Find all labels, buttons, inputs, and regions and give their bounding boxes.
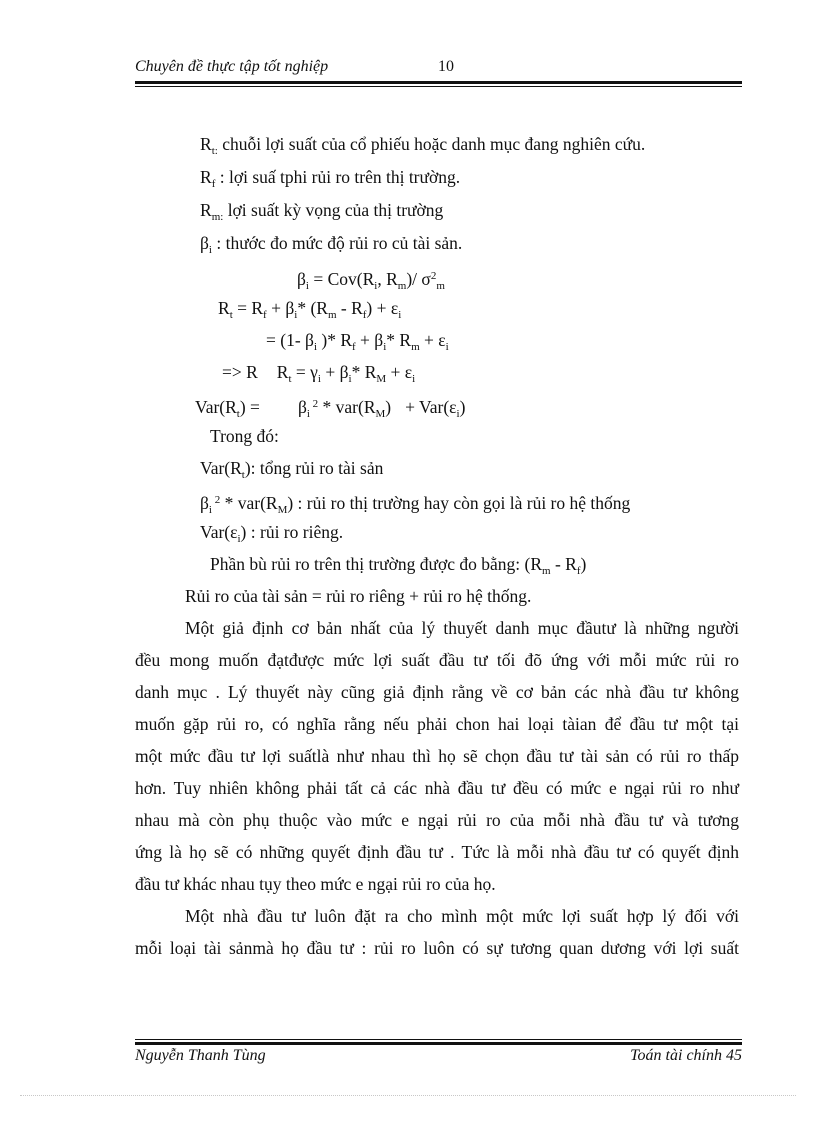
definition-rf: $R_f$ : lợi suấ tphi rủi ro trên thị trường. [200,167,461,190]
formula-variance: $Var(R_t) = \beta_i$ $^2 * var(R_M) + Var(\varepsilon_i)$ [195,397,466,420]
header-rule-thick [135,81,742,84]
paragraph-line: mỗi loại tài sảnmà họ đầu tư : rủi ro luôn có sự tương quan dương với lợi suất [135,938,739,958]
paragraph-line: nhau mà còn phụ thuộc vào mức e ngại rủi ro của mỗi nhà đầu tư và tương [135,810,739,830]
formula-beta: $\beta_i = Cov(R_i$, $R_m)/$ $\sigma^2_m$ [297,269,445,292]
formula-market-model: => R $R_t = \gamma_i + \beta_i*$ $R_M + \varepsilon_i$ [222,362,416,385]
definition-rm: $R_{m:}$ lợi suất kỳ vọng của thị trường [200,200,444,223]
asset-risk-summary: Rủi ro của tài sản = rủi ro riêng + rủi ro hệ thống. [185,586,532,606]
formula-capm-expanded: = (1- $\beta_i$ )* $R_f + \beta_i*$ $R_m + \varepsilon_i$ [266,330,449,353]
footer-rule-thick [135,1042,742,1045]
paragraph-line: ứng là họ sẽ có những quyết định đầu tư . Tức là mỗi nhà đầu tư có quyết định [135,842,739,862]
page-bottom-dotted-line [20,1095,796,1096]
paragraph-line: Một nhà đầu tư luôn đặt ra cho mình một mức lợi suất hợp lý đối với [185,906,739,926]
systematic-risk-line: $\beta_i$ $^2 * var(R_M)$ : rủi ro thị trường hay còn gọi là rủi ro hệ thống [200,493,631,516]
paragraph-line: Một giả định cơ bản nhất của lý thuyết danh mục đầutư là những người [185,618,739,638]
trong-do-label: Trong đó: [210,426,279,446]
paragraph-line: đầu tư khác nhau tụy theo mức e ngại rủi ro của họ. [135,874,496,894]
page-header [135,58,742,80]
paragraph-line: danh mục . Lý thuyết này cũng giả định rằng về cơ bản các nhà đầu tư không [135,682,739,702]
footer-rule-thin [135,1039,742,1040]
footer-course: Toán tài chính 45 [630,1047,742,1064]
formula-capm: $R_t = R_f + \beta_i*$ $(R_m - R_f) + \varepsilon_i$ [218,298,402,321]
header-title: Chuyên đề thực tập tốt nghiệp [135,58,329,75]
definition-beta: $\beta_i$ : thước đo mức độ rủi ro củ tài sản. [200,233,463,256]
specific-risk-line: $Var(\varepsilon_i)$ : rủi ro riêng. [200,522,344,545]
paragraph-line: đều mong muốn đạtđược mức lợi suất đầu tư tối đõ ứng với mỗi mức rủi ro [135,650,739,670]
risk-premium-line: Phần bù rủi ro trên thị trường được đo bằng: $(R_m - R_f)$ [210,554,587,577]
paragraph-line: hơn. Tuy nhiên không phải tất cả các nhà đầu tư đều có mức e ngại rủi ro như [135,778,739,798]
page-footer [135,1047,742,1069]
total-risk-line: $Var(R_t)$: tổng rủi ro tài sản [200,458,384,481]
paragraph-line: một mức đầu tư lợi suấtlà như nhau thì họ sẽ chọn đầu tư tài sản có rủi ro thấp [135,746,739,766]
definition-rt: $R_{t:}$ chuỗi lợi suất của cổ phiếu hoặc danh mục đang nghiên cứu. [200,134,646,157]
footer-author: Nguyễn Thanh Tùng [135,1047,266,1064]
paragraph-line: muốn gặp rủi ro, có nghĩa rằng nếu phải chon hai loại tàian để đầu tư một tại [135,714,739,734]
page-number: 10 [438,58,454,75]
header-rule-thin [135,86,742,87]
